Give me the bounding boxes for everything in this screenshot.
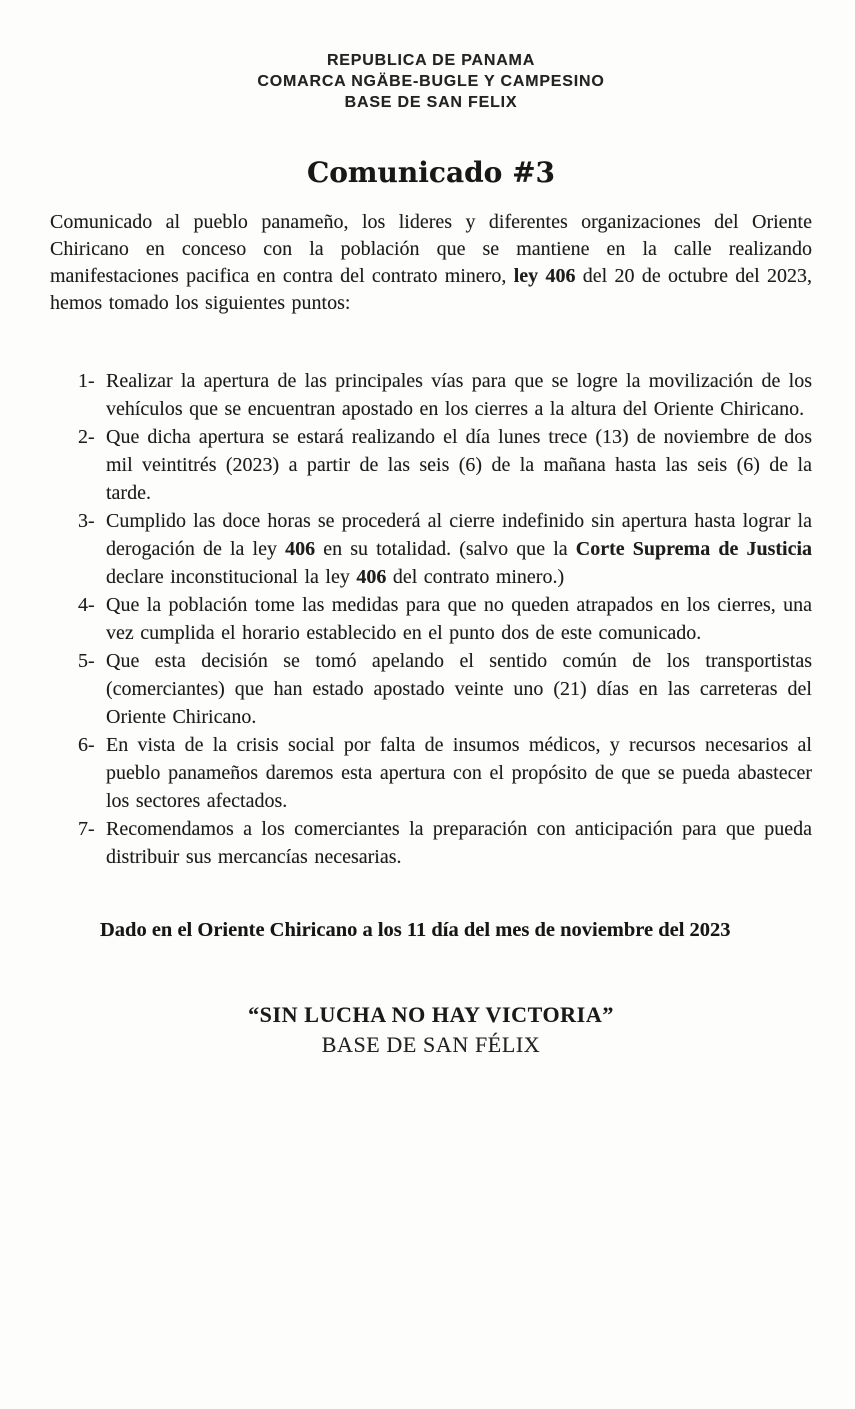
item3-seg6: del contrato minero.) (386, 566, 565, 588)
document-title: Comunicado #3 (306, 156, 556, 189)
item-text: Que la población tome las medidas para que no queden atrapados en los cierres, una vez cumplida el horario establecido en el punto dos de este comunicado. (106, 594, 812, 644)
item-text: Realizar la apertura de las principales vías para que se logre la movilización de los vehículos que se encuentran apostado en los cierres a la altura del Oriente Chiricano. (106, 370, 812, 420)
item3-law-number: 406 (285, 538, 316, 560)
item-text: Que dicha apertura se estará realizando el día lunes trece (13) de noviembre de dos mil veintitrés (2023) a partir de las seis (6) de la mañana hasta las seis (6) de la tarde. (106, 426, 812, 504)
intro-text-part1: Comunicado al pueblo panameño, los lideres y diferentes organizaciones del Oriente Chiricano en conceso con la población que se mantiene en la calle realizando manifestaciones pacifica en contra del contrato minero, (50, 211, 812, 287)
letterhead-line-comarca: COMARCA NGÄBE-BUGLE Y CAMPESINO (257, 73, 605, 90)
closing-date-line: Dado en el Oriente Chiricano a los 11 día del mes de noviembre del 2023 (100, 919, 731, 941)
list-item-3 (50, 507, 812, 591)
item-number: 5- (78, 650, 95, 672)
item3-seg0: Cumplido las doce horas se procederá al cierre indefinido sin apertura hasta lograr la derogación de la ley (106, 510, 812, 560)
list-item-2 (50, 423, 812, 507)
item-text: Recomendamos a los comerciantes la preparación con anticipación para que pueda distribuir sus mercancías necesarias. (106, 818, 812, 868)
intro-text-part2: del 20 de octubre del 2023, hemos tomado los siguientes puntos: (50, 265, 813, 314)
intro-law-bold: ley 406 (513, 265, 576, 287)
motto-line: “SIN LUCHA NO HAY VICTORIA” (248, 1002, 614, 1027)
numbered-list (50, 367, 812, 871)
item3-seg2: en su totalidad. (salvo que la (315, 538, 576, 560)
item-number: 4- (78, 594, 95, 616)
signature-line: BASE DE SAN FÉLIX (321, 1032, 541, 1057)
letterhead-line-republic: REPUBLICA DE PANAMA (326, 52, 536, 69)
list-item-7 (50, 815, 812, 871)
item-number: 7- (78, 818, 95, 840)
list-item-6 (50, 731, 812, 815)
item-number: 3- (78, 510, 95, 532)
letterhead-line-base: BASE DE SAN FELIX (344, 94, 518, 111)
list-item-4 (50, 591, 812, 647)
intro-paragraph (50, 209, 812, 317)
list-item-5 (50, 647, 812, 731)
item3-law-number-2: 406 (356, 566, 387, 588)
item3-court-bold: Corte Suprema de Justicia (575, 538, 813, 560)
item-number: 2- (78, 426, 95, 448)
item-text: Que esta decisión se tomó apelando el sentido común de los transportistas (comerciantes) que han estado apostado veinte uno (21) días en las carreteras del Oriente Chiricano. (106, 650, 812, 728)
letterhead (50, 50, 812, 113)
item-text: En vista de la crisis social por falta de insumos médicos, y recursos necesarios al pueblo panameños daremos esta apertura con el propósito de que se pueda abastecer los sectores afectados. (106, 734, 812, 812)
item-number: 6- (78, 734, 95, 756)
item-number: 1- (78, 370, 95, 392)
item3-seg4: declare inconstitucional la ley (106, 566, 357, 588)
item-text (106, 507, 812, 591)
list-item-1 (50, 367, 812, 423)
